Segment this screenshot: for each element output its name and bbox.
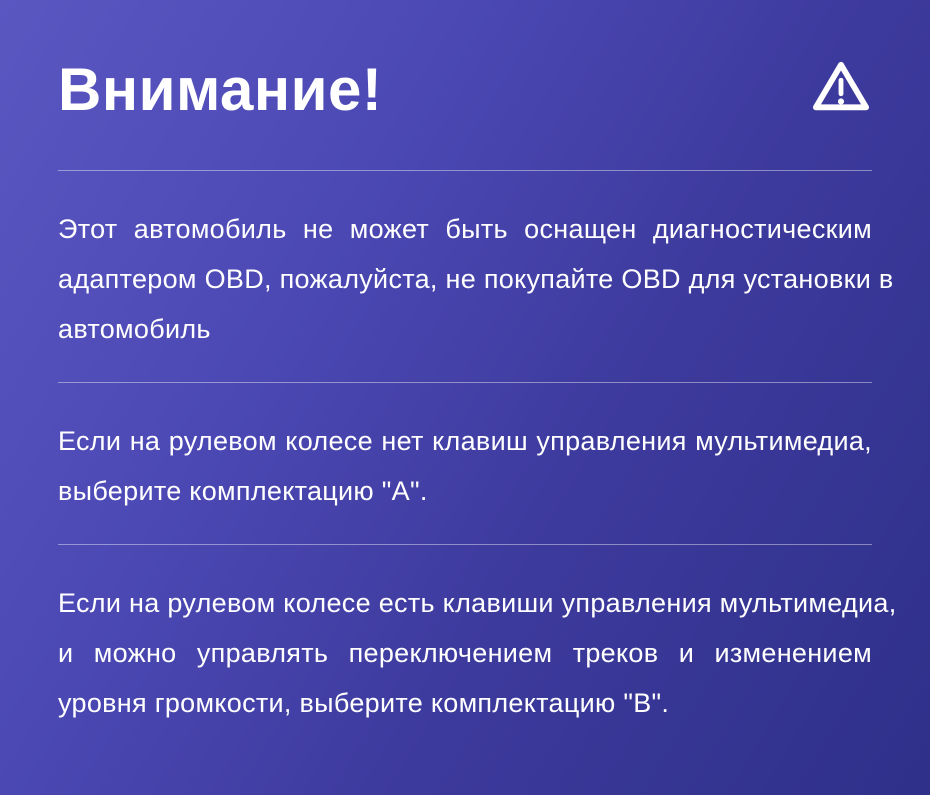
warning-paragraph-trim-b — [58, 578, 897, 728]
text-line: Если на рулевом колесе есть клавиши управления мультимедиа, — [58, 588, 897, 618]
warning-section-trim-b — [58, 545, 897, 756]
warning-paragraph-obd — [58, 204, 894, 354]
text-line: Если на рулевом колесе нет клавиш управления мультимедиа, — [58, 426, 872, 456]
warning-paragraph-trim-a — [58, 416, 872, 516]
text-line: адаптером OBD, пожалуйста, не покупайте OBD для установки в — [58, 264, 894, 294]
text-line: уровня громкости, выберите комплектацию "B". — [58, 688, 670, 718]
warning-section-obd — [58, 171, 894, 382]
warning-triangle-icon — [810, 58, 872, 121]
text-line: автомобиль — [58, 314, 211, 344]
text-line: Этот автомобиль не может быть оснащен диагностическим — [58, 214, 872, 244]
text-line: выберите комплектацию "А". — [58, 476, 428, 506]
banner-header — [58, 0, 872, 170]
warning-section-trim-a — [58, 383, 872, 544]
text-line: и можно управлять переключением треков и изменением — [58, 638, 872, 668]
page-title: Внимание! — [58, 55, 383, 123]
